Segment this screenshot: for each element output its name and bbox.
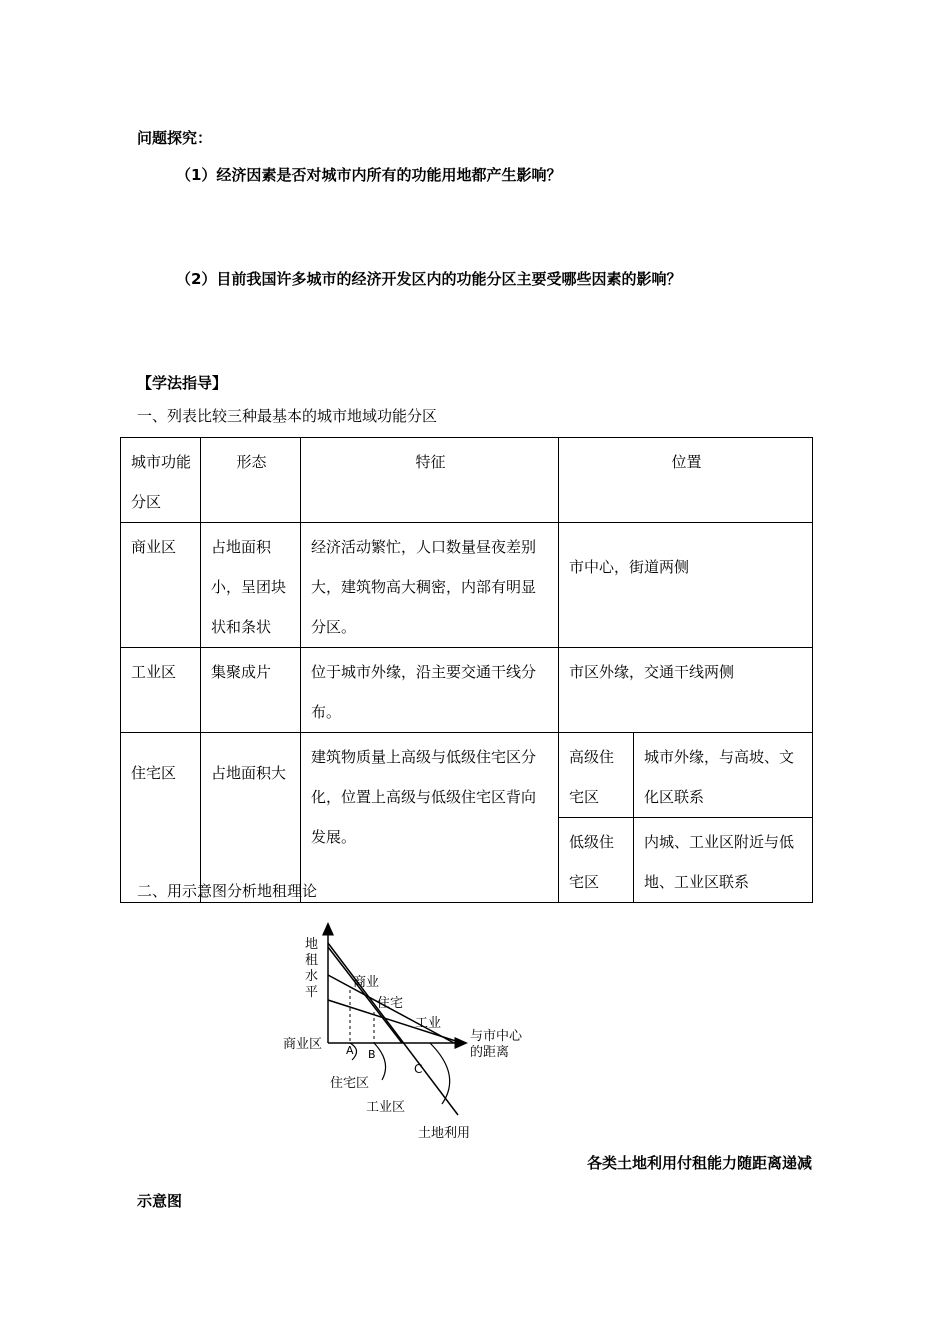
location-industrial: 市区外缘，交通干线两侧: [559, 648, 813, 733]
land-use-label: 土地利用: [418, 1126, 471, 1141]
question-2: （2）目前我国许多城市的经济开发区内的功能分区主要受哪些因素的影响？: [176, 270, 682, 288]
zone-industrial: 工业区: [121, 648, 201, 733]
commercial-line-label: 商业: [353, 975, 380, 990]
zone-commercial: 商业区: [121, 523, 201, 648]
x-axis-label-line2: 的距离: [470, 1045, 510, 1060]
industrial-zone-label: 工业区: [366, 1100, 406, 1115]
y-axis-label-char: 地: [305, 937, 319, 952]
section-2-title: 二、用示意图分析地租理论: [137, 882, 318, 900]
guide-heading: 【学法指导】: [137, 374, 228, 392]
industrial-line-label: 工业: [415, 1016, 442, 1031]
section-1-title: 一、列表比较三种最基本的城市地域功能分区: [137, 407, 438, 425]
y-axis-label-char: 租: [305, 953, 319, 968]
problem-heading: 问题探究：: [137, 129, 213, 147]
shape-residential: 占地面积大: [201, 733, 301, 903]
question-1: （1）经济因素是否对城市内所有的功能用地都产生影响？: [176, 166, 562, 184]
residential-line-label: 住宅: [377, 996, 404, 1011]
location-commercial: 市中心，街道两侧: [559, 523, 813, 648]
zone-residential: 住宅区: [121, 733, 201, 903]
zone-a-label: A: [346, 1044, 354, 1057]
residential-zone-label: 住宅区: [330, 1076, 370, 1091]
x-axis-label-line1: 与市中心: [470, 1029, 523, 1044]
high-residential-label: 高级住宅区: [559, 733, 634, 818]
feature-residential: 建筑物质量上高级与低级住宅区分化，位置上高级与低级住宅区背向发展。: [301, 733, 559, 903]
origin-label: 商业区: [283, 1037, 323, 1052]
shape-industrial: 集聚成片: [201, 648, 301, 733]
low-residential-label: 低级住宅区: [559, 818, 634, 903]
zone-c-boundary: [430, 1043, 450, 1104]
feature-commercial: 经济活动繁忙，人口数量昼夜差别大，建筑物高大稠密，内部有明显分区。: [301, 523, 559, 648]
header-location: 位置: [559, 438, 813, 523]
header-feature: 特征: [301, 438, 559, 523]
zone-b-boundary: [374, 1043, 386, 1080]
high-residential-location: 城市外缘，与高坡、文化区联系: [634, 733, 813, 818]
y-axis-label-char: 平: [305, 985, 319, 1000]
low-residential-location: 内城、工业区附近与低地、工业区联系: [634, 818, 813, 903]
feature-industrial: 位于城市外缘，沿主要交通干线分布。: [301, 648, 559, 733]
zone-c-label: C: [414, 1062, 423, 1076]
diagram-caption-line2: 示意图: [137, 1192, 183, 1210]
diagram-caption-line1: 各类土地利用付租能力随距离递减: [586, 1154, 812, 1172]
shape-commercial: 占地面积小，呈团块状和条状: [201, 523, 301, 648]
y-axis-label-char: 水: [305, 969, 319, 984]
header-zone: 城市功能分区: [121, 438, 201, 523]
header-shape: 形态: [201, 438, 301, 523]
zone-b-label: B: [368, 1048, 376, 1061]
